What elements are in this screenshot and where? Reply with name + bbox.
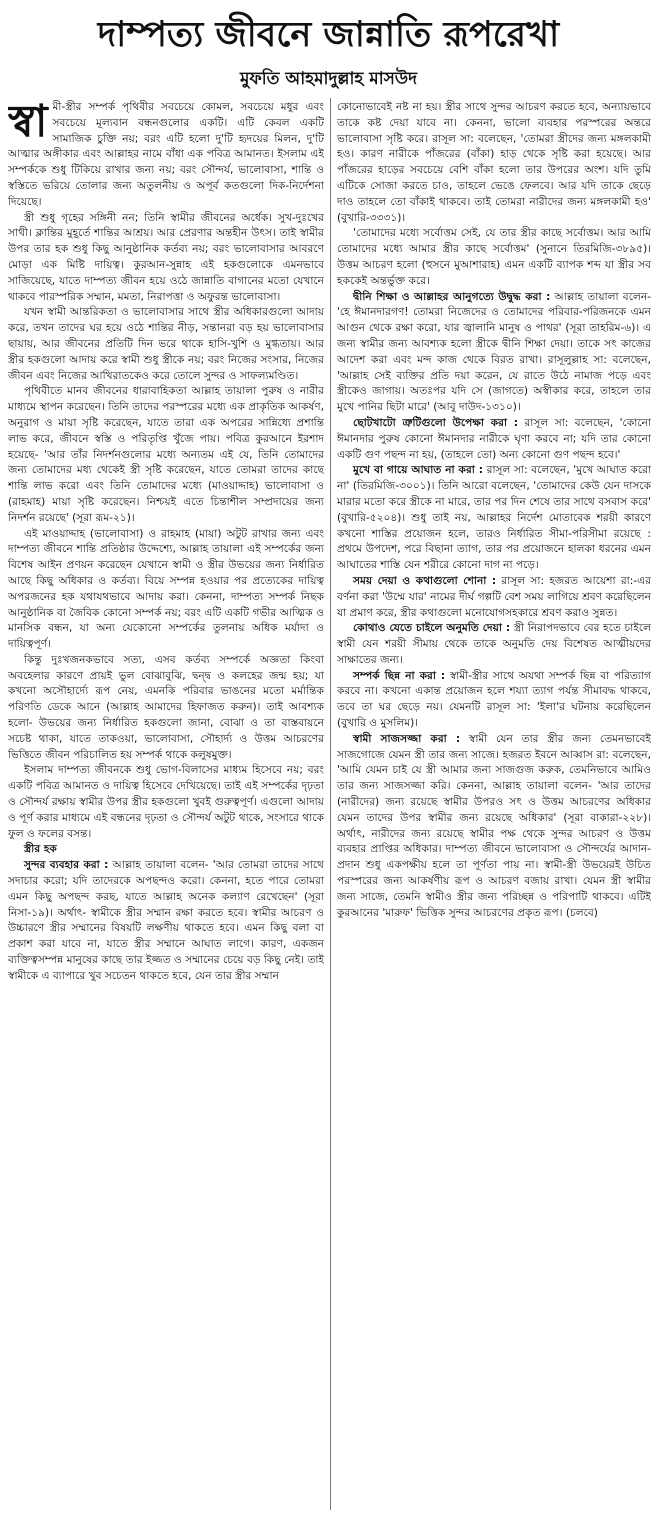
- body-paragraph: ইসলাম দাম্পত্য জীবনকে শুধু ভোগ-বিলাসের মাধ্যম হিসেবে নয়; বরং একটি পবিত্র আমানত ও দায়িত্ব হিসেবে দেখিয়েছে। তাই এই সম্পর্কের দৃঢ়তা ও সৌন্দর্য রক্ষায় স্বামীর উপর স্ত্রীর হকগুলো খুবই গুরুত্বপূর্ণ। এগুলো আদায় ও পূর্ণ করার মাধ্যমে এই বন্ধনের দৃঢ়তা ও সৌন্দর্য অটুট থাকে, সংসারে থাকে ফুল ও ফলের বসন্ত।: [8, 764, 324, 840]
- author-byline: মুফতি আহমাদুল্লাহ মাসউদ: [239, 69, 418, 89]
- point-text: স্বামী যেন তার স্ত্রীর জন্য তেমনভাবেই সাজগোজে যেমন স্ত্রী তার জন্য সাজে। হজরত ইবনে আব্বাস রা: বলেছেন, 'আমি যেমন চাই যে স্ত্রী আমার জন্য সাজগুজ করুক, তেমনিভাবে আমিও তার জন্য সাজসজ্জা করি। কেননা, আল্লাহ তায়ালা বলেন- 'আর তাদের (নারীদের) জন্য রয়েছে স্বামীর উপরও সৎ ও উত্তম আচরণের অধিকার যেমন তাদের উপর স্বামীর জন্য রয়েছে অধিকার' (সূরা বাকারা-২২৮)। অর্থাৎ, নারীদের জন্য রয়েছে স্বামীর পক্ষ থেকে সুন্দর আচরণ ও উত্তম ব্যবহার প্রাপ্তির অধিকার। দাম্পত্য জীবনে ভালোবাসা ও সৌন্দর্যের আদান-প্রদান শুধু একপক্ষীয় হলে তা পূর্ণতা পায় না। স্বামী-স্ত্রী উভয়েরই উচিত পরস্পরের জন্য আকর্ষণীয় রূপ ও আচরণ বজায় রাখা। যেমন স্ত্রী স্বামীর জন্য সাজে, তেমনি স্বামীও স্ত্রীর জন্য পরিচ্ছন্ন ও পরিপাটি থাকবে। এটিই কুরআনের 'মারুফ' ভিত্তিক সুন্দর আচরণের প্রকৃত রূপ।: [337, 732, 651, 919]
- body-paragraph: কিন্তু দুঃখজনকভাবে সত্য, এসব কর্তব্য সম্পর্কে অজ্ঞতা কিংবা অবহেলার কারণে প্রায়ই ভুল বোঝাবুঝি, দ্বন্দ্ব ও কলহের জন্ম হয়; যা কখনো অসৌহার্দ্যে রূপ নেয়, এমনকি পরিবার ভাঙনের মতো মর্মান্তিক পরিণতি ডেকে আনে (আল্লাহ আমাদের হিফাজত করুন)। তাই আবশ্যক হলো- উভয়ের জন্য নির্ধারিত হকগুলো জানা, বোঝা ও তা বাস্তবায়নে সচেষ্ট থাকা, যাতে তাকওয়া, ভালোবাসা, সৌহার্দ্য ও উত্তম আচরণের ভিত্তিতে জীবন পরিচালিত হয় সম্পর্ক থাকে কলুষমুক্ত।: [8, 653, 324, 761]
- point-heading: সুন্দর ব্যবহার করা :: [24, 859, 109, 872]
- point-heading: দ্বীনি শিক্ষা ও আল্লাহর আনুগত্যে উদ্বুদ্ধ করা :: [353, 290, 551, 303]
- article-left-column: [8, 100, 324, 1514]
- drop-cap: স্বা: [8, 100, 48, 147]
- section-heading: স্ত্রীর হক: [24, 843, 57, 856]
- body-paragraph: পৃথিবীতে মানব জীবনের ধারাবাহিকতা আল্লাহ তায়ালা পুরুষ ও নারীর মাধ্যমে স্থাপন করেছেন। তিনি তাদের পরস্পরের মধ্যে এক প্রাকৃতিক আকর্ষণ, অনুরাগ ও মায়া সৃষ্টি করেছেন, যাতে তারা এক অপরের সান্নিধ্যে প্রশান্তি লাভ করে, জীবনে স্বস্তি ও পরিতৃপ্তি খুঁজে পায়। পবিত্র কুরআনে ইরশাদ হয়েছে- 'আর তাঁর নিদর্শনগুলোর মধ্যে অন্যতম এই যে, তিনি তোমাদের জন্য তোমাদের মধ্য থেকেই স্ত্রী সৃষ্টি করেছেন, যাতে তোমরা তাদের কাছে শান্তি লাভ করো এবং তিনি তোমাদের মধ্যে (মাওয়াদ্দাহ) ভালোবাসা ও (রাহমাহ) মায়া সৃষ্টি করেছেন। নিশ্চয়ই এতে চিন্তাশীল সম্প্রদায়ের জন্য নিদর্শন রয়েছে' (সূরা রূম-২১)।: [8, 385, 324, 524]
- body-paragraph: স্ত্রী শুধু গৃহের সঙ্গিনী নন; তিনি স্বামীর জীবনের অর্ধেক। সুখ-দুঃখের সাথী। ক্লান্তির মুহূর্তে শান্তির আশ্রয়। আর প্রেরণার অন্তহীন উৎস। তাই স্বামীর উপর তার হক শুধু কিছু আনুষ্ঠানিক কর্তব্য নয়; বরং ভালোবাসার আবরণে মোড়া এক মিষ্টি দায়িত্ব। কুরআন-সুন্নাহ এই হকগুলোকে এমনভাবে সাজিয়েছে, যাতে দাম্পত্য জীবন হয়ে ওঠে জান্নাতি বাগানের মতো যেখানে থাকবে পারস্পরিক সম্মান, মমতা, নিরাপত্তা ও অফুরন্ত ভালোবাসা।: [8, 211, 324, 303]
- point-heading: মুখে বা গায়ে আঘাত না করা :: [353, 464, 484, 477]
- body-paragraph: 'তোমাদের মধ্যে সর্বোত্তম সেই, যে তার স্ত্রীর কাছে সর্বোত্তম। আর আমি তোমাদের মধ্যে আমার স্ত্রীর কাছে সর্বোত্তম' (সুনানে তিরমিজি-৩৮৯৫)। উত্তম আচরণ হলো (হুসনে মুআশারাহ) এমন একটি ব্যাপক শব্দ যা স্ত্রীর সব হককেই অন্তর্ভুক্ত করে।: [337, 227, 651, 287]
- point-text: রাসূল সা: বলেছেন, 'মুখে আঘাত করো না' (তিরমিজি-৩০০১)। তিনি আরো বলেছেন, 'তোমাদের কেউ যেন দাসকে মারার মতো করে স্ত্রীকে না মারে, তার পর দিন শেষে তার সাথে বসবাস করে' (বুখারি-৫২০৪)। শুধু তাই নয়, আল্লাহর নির্দেশ মোতাবেক শরয়ী কারণে কখনো শাস্তির প্রয়োজন হলে, তারও নির্ধারিত সীমা-পরিসীমা রয়েছে : প্রথমে উপদেশ, পরে বিছানা ত্যাগ, তার পর প্রয়োজনে হালকা ধরনের এমন আঘাতের শাস্তি যেন শরীরে কোনো দাগ না পড়ে।: [337, 464, 651, 572]
- point-text: রাসূল সা: বলেছেন, 'কোনো ঈমানদার পুরুষ কোনো ঈমানদার নারীকে ঘৃণা করবে না; যদি তার কোনো একটি গুণ পছন্দ না হয়, (তাহলে তো) অন্য কোনো গুণ পছন্দ হবে।': [337, 416, 651, 461]
- body-paragraph: [337, 574, 651, 621]
- body-paragraph: [337, 621, 651, 668]
- body-paragraph: [8, 858, 324, 984]
- body-paragraph: [337, 290, 651, 416]
- point-text: আল্লাহ তায়ালা বলেন- 'আর তোমরা তাদের সাথে সদাচার করো; যদি তাদেরকে অপছন্দও করো। কেননা, হতে পারে তোমরা এমন কিছু অপছন্দ করছ, যাতে আল্লাহ অনেক কল্যাণ রেখেছেন' (সূরা নিসা-১৯)। অর্থাৎ- স্বামীকে স্ত্রীর সম্মান রক্ষা করতে হবে। স্বামীর আচরণ ও উচ্চারণে স্ত্রীর সম্মানের বিষয়টি লক্ষণীয় থাকতে হবে। এমন কিছু বলা বা প্রকাশ করা যাবে না, যাতে স্ত্রীর সম্মানে আঘাত লাগে। কারণ, একজন ব্যক্তিত্বসম্পন্ন মানুষের কাছে তার ইজ্জত ও সম্মানের চেয়ে বড় কিছু নেই। তাই স্বামীকে এ ব্যাপারে খুব সচেতন থাকতে হবে, যেন তার স্ত্রীর সম্মান: [8, 859, 324, 982]
- body-paragraph: কোনোভাবেই নষ্ট না হয়। স্ত্রীর সাথে সুন্দর আচরণ করতে হবে, অন্যায়ভাবে তাকে কষ্ট দেয়া যাবে না। কেননা, ভালো ব্যবহার পরস্পরের অন্তরে ভালোবাসা সৃষ্টি করে। রাসূল সা: বলেছেন, 'তোমরা স্ত্রীদের জন্য মঙ্গলকামী হও। কারণ নারীকে পাঁজরের (বাঁকা) হাড় থেকে সৃষ্টি করা হয়েছে। আর পাঁজরের হাড়ের সবচেয়ে বেশি বাঁকা হলো তার উপরের অংশ। যদি তুমি এটিকে সোজা করতে চাও, তাহলে ভেঙে ফেলবে। আর যদি তাকে ছেড়ে দাও তাহলে তো বাঁকাই থাকবে। তাই তোমরা নারীদের জন্য মঙ্গলকামী হও' (বুখারি-৩৩৩১)।: [337, 101, 651, 224]
- point-text: স্বামী-স্ত্রীর সাথে অযথা সম্পর্ক ছিন্ন বা পরিত্যাগ করবে না। কখনো একান্ত প্রয়োজন হলে শয্যা ত্যাগ পর্যন্ত সীমাবদ্ধ থাকবে, তবে তা ঘর ছেড়ে নয়। যেমনটি রাসূল সা: 'ইলা'র ঘটনায় করেছিলেন (বুখারি ও মুসলিম)।: [337, 669, 651, 730]
- point-text: স্ত্রী নিরাপদভাবে বের হতে চাইলে স্বামী যেন শরয়ী সীমায় থেকে তাকে অনুমতি দেয় বিশেষত আত্মীয়দের সাক্ষাতের জন্য।: [337, 622, 651, 666]
- point-heading: সম্পর্ক ছিন্ন না করা :: [353, 669, 446, 682]
- body-paragraph: [337, 732, 651, 922]
- body-paragraph: [337, 416, 651, 463]
- body-paragraph: এই মাওয়াদ্দাহ (ভালোবাসা) ও রাহমাহ (মায়া) অটুট রাখার জন্য এবং দাম্পত্য জীবনে শান্তি প্রতিষ্ঠার উদ্দেশ্যে, আল্লাহ তায়ালা এই সম্পর্কের জন্য বিশেষ আইন প্রণয়ন করেছেন যেখানে স্বামী ও স্ত্রীর উভয়ের জন্য নির্ধারিত আছে কিছু অধিকার ও কর্তব্য। বিয়ে সম্পন্ন হওয়ার পর প্রত্যেকের দায়িত্ব অপরজনের হক যথাযথভাবে আদায় করা। কেননা, দাম্পত্য সম্পর্ক নিছক আনুষ্ঠানিক বা জৈবিক কোনো সম্পর্ক নয়; বরং এটি একটি গভীর আত্মিক ও মানসিক বন্ধন, যা অন্য যেকোনো সম্পর্কের তুলনায় অধিক মর্যাদা ও দায়িত্বপূর্ণ।: [8, 527, 324, 651]
- point-heading: ছোটখাটো ত্রুটিগুলো উপেক্ষা করা :: [353, 416, 519, 429]
- point-heading: স্বামী সাজসজ্জা করা :: [353, 732, 461, 745]
- point-heading: সময় দেয়া ও কথাগুলো শোনা :: [353, 574, 497, 587]
- body-paragraph: [337, 463, 651, 574]
- point-text: রাসূল সা: হজরত আয়েশা রা:-এর বর্ণনা করা 'উম্মে যার' নামের দীর্ঘ গল্পটি বেশ সময় লাগিয়ে শ্রবণ করেছিলেন যা প্রমাণ করে, স্ত্রীর কথাগুলো মনোযোগসহকারে শ্রবণ করাও সুন্নত।: [337, 574, 651, 619]
- body-paragraph: যখন স্বামী আন্তরিকতা ও ভালোবাসার সাথে স্ত্রীর অধিকারগুলো আদায় করে, তখন তাদের ঘর হয়ে ওঠে শান্তির নীড়, সন্তানরা বড় হয় ভালোবাসার ছায়ায়, আর জীবনের প্রতিটি দিন ভরে থাকে হাসি-খুশি ও মুগ্ধতায়। আর স্ত্রীর হকগুলো আদায় করে স্বামী শুধু স্ত্রীকে নয়; বরং নিজের সংসার, নিজের জীবন এবং নিজের আখিরাতকেও করে তোলে সুন্দর ও সাফল্যমণ্ডিত।: [8, 306, 324, 382]
- point-text: আল্লাহ তায়ালা বলেন- 'হে ঈমানদারগণ! তোমরা নিজেদের ও তোমাদের পরিবার-পরিজনকে এমন আগুন থেকে রক্ষা করো, যার জ্বালানি মানুষ ও পাথর' (সূরা তাহরিম-৬)। এ জন্য স্বামীর জন্য আবশ্যক হলো স্ত্রীকে দ্বীনি শিক্ষা দেয়া। তাকে সৎ কাজের আদেশ করা এবং মন্দ কাজ থেকে বিরত রাখা। রাসূলুল্লাহ সা: বলেছেন, 'আল্লাহ সেই ব্যক্তির প্রতি দয়া করেন, যে রাতে উঠে নামাজ পড়ে এবং স্ত্রীকেও জাগায়। অতঃপর যদি সে (জাগতে) অস্বীকার করে, তাহলে তার মুখে পানির ছিটা মারে' (আবু দাউদ-১৩১০)।: [337, 290, 651, 414]
- point-heading: কোথাও যেতে চাইলে অনুমতি দেয়া :: [353, 622, 511, 635]
- intro-paragraph: [8, 100, 324, 211]
- article-right-column: [337, 100, 651, 1514]
- article-title: দাম্পত্য জীবনে জান্নাতি রূপরেখা: [97, 15, 560, 55]
- column-divider: [330, 98, 331, 1510]
- body-paragraph: [337, 669, 651, 732]
- intro-text: মী-স্ত্রীর সম্পর্ক পৃথিবীর সবচেয়ে কোমল, সবচেয়ে মধুর এবং সবচেয়ে মূল্যবান বন্ধনগুলোর একটি। এটি কেবল একটি সামাজিক চুক্তি নয়; বরং এটি হলো দু'টি হৃদয়ের মিলন, দু'টি আত্মার অঙ্গীকার এবং আল্লাহর নামে বাঁধা এক পবিত্র আমানত। ইসলাম এই সম্পর্ককে শুধু টিকিয়ে রাখার জন্য নয়; বরং সৌন্দর্য, ভালোবাসা, শান্তি ও স্বস্তিতে ভরিয়ে তোলার জন্য অতুলনীয় ও অপূর্ব কতগুলো দিক-নির্দেশনা দিয়েছে।: [8, 101, 324, 208]
- continued-note: (চলবে): [565, 906, 598, 919]
